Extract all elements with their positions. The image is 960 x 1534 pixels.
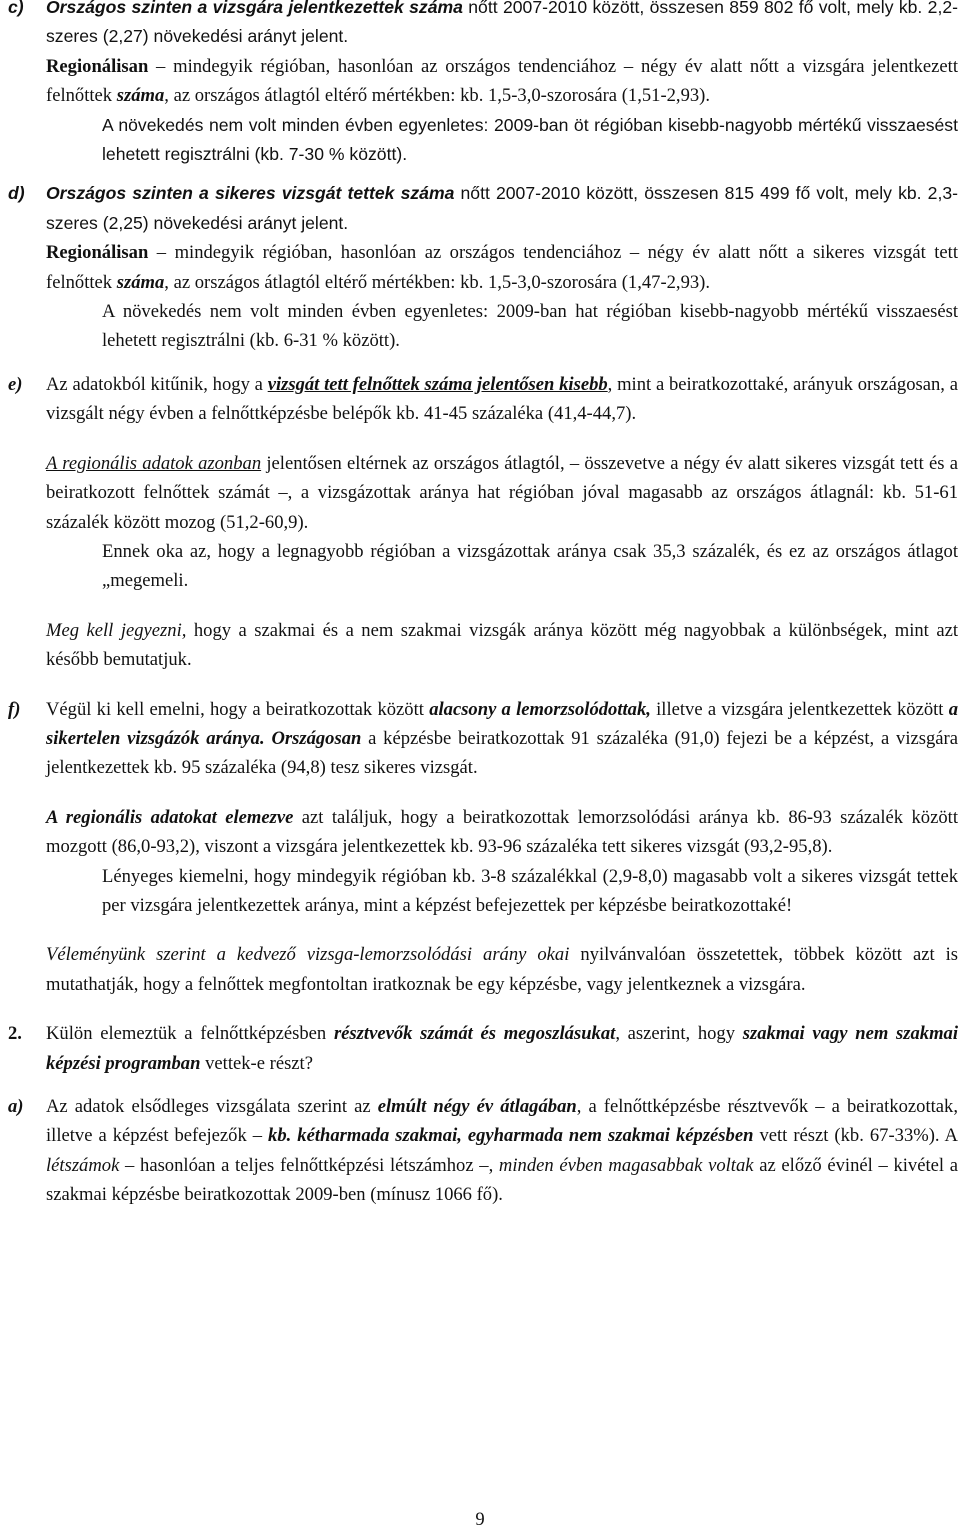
emph: Országosan bbox=[271, 727, 362, 749]
emph: szakmai vagy nem szakmai képzési programban bbox=[46, 1023, 958, 1074]
emph: A regionális adatokat elemezve bbox=[46, 806, 294, 828]
paragraph: Lényeges kiemelni, hogy mindegyik régióban kb. 3-8 százalékkal (2,9-8,0) magasabb volt a sikeres vizsgát tettek per vizsgára jelentkezettek aránya, mint a képzést befejezettek per képzésbe beiratkozottaké! bbox=[102, 865, 958, 916]
text: vett részt (kb. 67-33%). A bbox=[753, 1125, 958, 1147]
section-f bbox=[8, 695, 958, 1000]
paragraph bbox=[46, 52, 958, 111]
section-marker: c) bbox=[8, 0, 24, 17]
section-marker: f) bbox=[8, 698, 21, 720]
paragraph bbox=[46, 940, 958, 999]
text: – mindegyik régióban, hasonlóan az országos tendenciához – négy év alatt nőtt a vizsgára jelentkezett felnőttek bbox=[46, 55, 958, 107]
emph: Országos szinten a sikeres vizsgát tettek bbox=[46, 183, 401, 204]
section-e bbox=[8, 370, 958, 675]
text: Külön elemeztük a felnőttképzésben bbox=[46, 1023, 334, 1045]
section-2 bbox=[8, 1019, 958, 1078]
emph: száma bbox=[116, 85, 165, 107]
paragraph: A növekedés nem volt minden évben egyenletes: 2009-ban öt régióban kisebb-nagyobb mértékű visszaesést lehetett regisztrálni (kb. 7-30 % között). bbox=[102, 114, 958, 165]
emph: kb. kétharmada szakmai, egyharmada nem szakmai képzésben bbox=[268, 1125, 754, 1147]
text: – mindegyik régióban, hasonlóan az országos tendenciához – négy év alatt nőtt a sikeres vizsgát tett felnőttek bbox=[46, 242, 958, 293]
paragraph bbox=[46, 1092, 958, 1210]
section-c-regional bbox=[8, 52, 958, 111]
paragraph bbox=[46, 179, 958, 238]
paragraph bbox=[46, 449, 958, 537]
text: , az országos átlagtól eltérő mértékben: kb. 1,5-3,0-szorosára (1,47-2,93). bbox=[164, 271, 711, 293]
emph: A regionális adatok azonban bbox=[46, 452, 262, 474]
emph: a sikertelen vizsgázók aránya. bbox=[46, 698, 958, 749]
text: nőtt 2007-2010 között, összesen 859 802 fő volt, mely kb. 2,2-szeres (2,27) növekedési arányt jelent. bbox=[46, 0, 958, 47]
text: hogy a szakmai és a nem szakmai vizsgák aránya között még nagyobbak a különbségek, mint azt később bemutatjuk. bbox=[46, 619, 958, 671]
section-marker: a) bbox=[8, 1096, 24, 1117]
emph: száma bbox=[400, 183, 455, 204]
emph: Országos szinten a vizsgára jelentkezettek bbox=[46, 0, 410, 17]
text: Az adatokból kitűnik, hogy a bbox=[46, 373, 268, 395]
paragraph bbox=[46, 370, 958, 429]
text: Végül ki kell emelni, hogy a beiratkozottak között bbox=[46, 698, 430, 720]
text: , mint a beiratkozottaké, arányuk országosan, a vizsgált négy évben a felnőttképzésbe belépők kb. 41-45 százaléka (41,4-44,7). bbox=[46, 373, 958, 425]
paragraph bbox=[46, 616, 958, 675]
text: jelentősen eltérnek az országos átlagtól, – összevetve a négy év alatt sikeres vizsgát tett és a beiratkozott felnőttek számát –, a vizsgázottak aránya hat régióban jóval magasabb az országos átlagnál: kb. 51-61 százalék között mozog (51,2-60,9). bbox=[46, 452, 958, 533]
emph: Regionálisan bbox=[46, 242, 149, 264]
section-a bbox=[8, 1092, 958, 1210]
text: , aszerint, hogy bbox=[615, 1023, 743, 1045]
paragraph bbox=[46, 1019, 958, 1078]
section-c-note bbox=[8, 111, 958, 170]
emph: elmúlt négy év átlagában bbox=[377, 1096, 577, 1117]
section-marker: 2. bbox=[8, 1023, 22, 1045]
emph: Regionálisan bbox=[46, 55, 149, 77]
section-d bbox=[8, 179, 958, 238]
text: a képzésbe beiratkozottak 91 százaléka (91,0) fejezi be a képzést, a vizsgára jelentkezettek kb. 95 százaléka (94,8) tesz sikeres vizsgát. bbox=[46, 727, 958, 779]
text: illetve a vizsgára jelentkezettek között bbox=[650, 698, 949, 720]
section-marker: e) bbox=[8, 373, 23, 395]
emph: résztvevők számát és megoszlásukat bbox=[333, 1023, 616, 1045]
text: azt találjuk, hogy a beiratkozottak lemorzsolódási aránya kb. 86-93 százalék között mozgott (86,0-93,2), viszont a vizsgára jelentkezettek kb. 93-96 százaléka tett sikeres vizsgát (93,2-95,8). bbox=[46, 806, 958, 858]
emph: Meg kell jegyezni, bbox=[46, 619, 187, 641]
emph: létszámok bbox=[46, 1154, 120, 1176]
paragraph: Ennek oka az, hogy a legnagyobb régióban a vizsgázottak aránya csak 35,3 százalék, és ez az országos átlagot „megemeli. bbox=[102, 540, 958, 592]
document-page bbox=[8, 0, 958, 1210]
paragraph bbox=[46, 0, 958, 52]
text: , a felnőttképzésbe résztvevők – a beiratkozottak, illetve a képzést befejezők – bbox=[46, 1096, 958, 1147]
text: , az országos átlagtól eltérő mértékben: kb. 1,5-3,0-szorosára (1,51-2,93). bbox=[164, 85, 711, 107]
emph: alacsony a lemorzsolódottak, bbox=[429, 698, 651, 720]
paragraph: A növekedés nem volt minden évben egyenletes: 2009-ban hat régióban kisebb-nagyobb mértékű visszaesést lehetett regisztrálni (kb. 6-31 % között). bbox=[102, 301, 958, 352]
paragraph bbox=[46, 803, 958, 862]
emph: száma bbox=[116, 271, 165, 293]
emph: Véleményünk szerint a kedvező vizsga-lemorzsolódási arány okai bbox=[46, 944, 570, 966]
text: az előző évinél – kivétel a szakmai képzésbe beiratkozottak 2009-ben (mínusz 1066 fő). bbox=[46, 1154, 958, 1206]
paragraph bbox=[46, 238, 958, 297]
section-marker: d) bbox=[8, 183, 25, 204]
emph: száma bbox=[409, 0, 463, 17]
emph: minden évben magasabbak voltak bbox=[498, 1154, 754, 1176]
text: Az adatok elsődleges vizsgálata szerint az bbox=[46, 1096, 378, 1117]
section-c bbox=[8, 0, 958, 52]
page-number: 9 bbox=[475, 1509, 485, 1530]
section-d-regional bbox=[8, 238, 958, 356]
text: nőtt 2007-2010 között, összesen 815 499 fő volt, mely kb. 2,3-szeres (2,25) növekedési arányt jelent. bbox=[46, 183, 958, 233]
text: nyilvánvalóan összetettek, többek között azt is mutathatják, hogy a felnőttek megfontoltan iratkoznak be egy képzésbe, vagy jelentkeznek a vizsgára. bbox=[46, 944, 959, 995]
emph: vizsgát tett felnőttek száma jelentősen kisebb bbox=[267, 373, 608, 395]
paragraph bbox=[46, 695, 958, 783]
text: vettek-e részt? bbox=[200, 1052, 313, 1074]
text: – hasonlóan a teljes felnőttképzési létszámhoz –, bbox=[119, 1154, 499, 1176]
